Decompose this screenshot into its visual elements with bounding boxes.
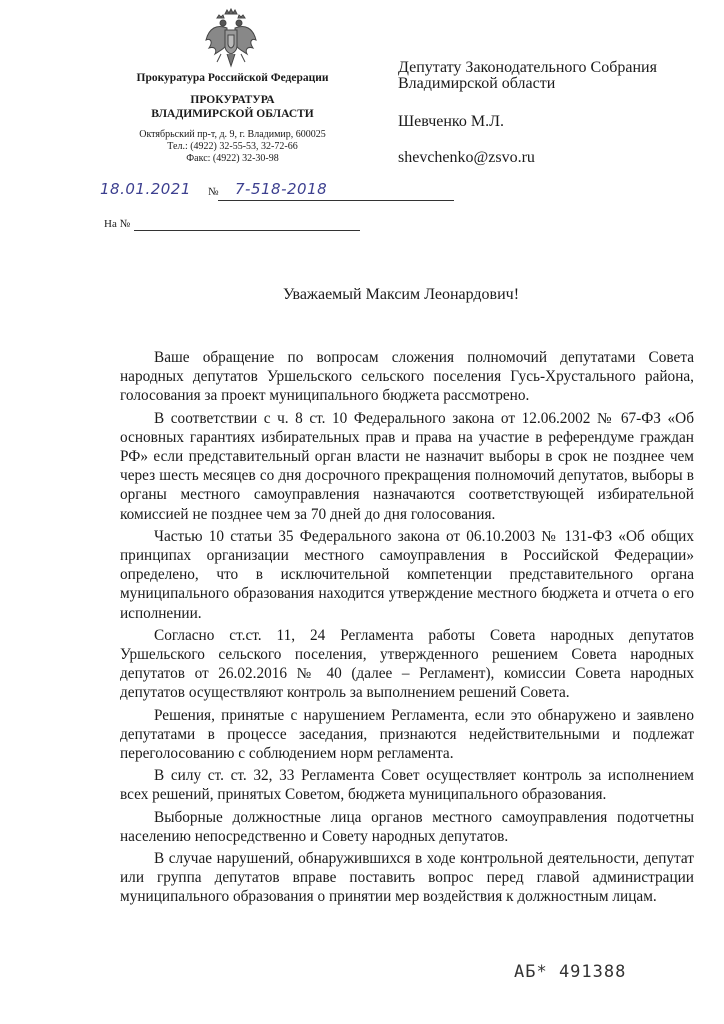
letter-body [120, 348, 694, 910]
handwritten-date: 18.01.2021 [100, 180, 191, 198]
sender-block [100, 72, 365, 165]
sender-office-line1: ПРОКУРАТУРА [190, 94, 275, 106]
serial-stamp: АБ* 491388 [514, 962, 627, 982]
reply-underline [134, 230, 360, 231]
sender-phone: Тел.: (4922) 32-55-53, 32-72-66 [167, 141, 298, 152]
salutation: Уважаемый Максим Леонардович! [282, 286, 520, 303]
sender-fax: Факс: (4922) 32-30-98 [186, 153, 279, 164]
recipient-email: shevchenko@zsvo.ru [398, 149, 535, 166]
sender-office-line2: ВЛАДИМИРСКОЙ ОБЛАСТИ [151, 108, 314, 120]
russian-coat-of-arms-icon [203, 8, 259, 70]
reference-underline [218, 200, 454, 201]
recipient-name: Шевченко М.Л. [398, 113, 504, 130]
reply-label: На № [104, 218, 131, 230]
sender-address: Октябрьский пр-т, д. 9, г. Владимир, 600025 [139, 129, 326, 140]
sender-office [100, 93, 365, 121]
paragraph-2: В соответствии с ч. 8 ст. 10 Федерального закона от 12.06.2002 № 67-ФЗ «Об основных гарантиях избирательных прав и права на участие в референдуме граждан РФ» если представительный орган власти не назначит выборы в срок не позднее чем через шесть месяцев со дня досрочного прекращения полномочий депутатов, выборы в органы местного самоуправления назначаются соответствующей избирательной комиссией не позднее чем за 70 дней до дня голосования. [120, 409, 694, 523]
sender-organization: Прокуратура Российской Федерации [136, 72, 329, 84]
paragraph-1: Ваше обращение по вопросам сложения полномочий депутатами Совета народных депутатов Уршельского сельского поселения Гусь-Хрустального района, голосования за проект муниципального бюджета рассмотрено. [120, 349, 694, 405]
handwritten-number: 7-518-2018 [235, 180, 328, 198]
paragraph-6: В силу ст. ст. 32, 33 Регламента Совет осуществляет контроль за исполнением всех решений, принятых Советом, бюджета муниципального образования. [120, 767, 694, 804]
recipient-title: Депутату Законодательного Собрания Владимирской области [398, 59, 657, 92]
paragraph-4: Согласно ст.ст. 11, 24 Регламента работы Совета народных депутатов Уршельского сельского поселения, утвержденного решением Совета народных депутатов от 26.02.2016 № 40 (далее – Регламент), комиссии Совета народных депутатов осуществляют контроль за выполнением решений Совета. [120, 626, 694, 702]
paragraph-8: В случае нарушений, обнаружившихся в ходе контрольной деятельности, депутат или группа депутатов вправе поставить вопрос перед главой администрации муниципального образования о принятии мер воздействия к должностным лицам. [120, 850, 694, 906]
recipient-block [398, 60, 698, 166]
outgoing-reference [100, 180, 360, 202]
paragraph-7: Выборные должностные лица органов местного самоуправления подотчетны населению непосредственно и Совету народных депутатов. [120, 808, 694, 845]
reply-reference [104, 218, 364, 234]
paragraph-3: Частью 10 статьи 35 Федерального закона от 06.10.2003 № 131-ФЗ «Об общих принципах организации местного самоуправления в Российской Федерации» определено, что в исключительной компетенции представительного органа муниципального образования находится утверждение местного бюджета и отчета о его исполнении. [120, 527, 694, 622]
paragraph-5: Решения, принятые с нарушением Регламента, если это обнаружено и заявлено депутатами в процессе заседания, признаются недействительными и подлежат переголосованию с соблюдением норм регламента. [120, 706, 694, 763]
number-label: № [208, 186, 219, 198]
